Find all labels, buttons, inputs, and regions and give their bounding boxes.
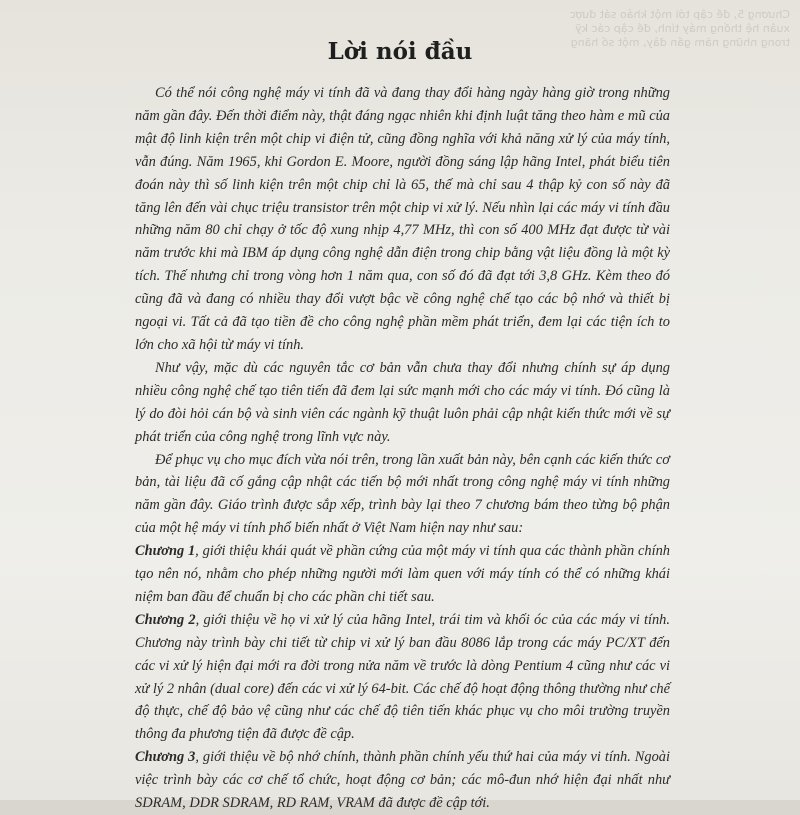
paragraph-2: Như vậy, mặc dù các nguyên tắc cơ bản vẫn chưa thay đổi nhưng chính sự áp dụng nhiều công nghệ chế tạo tiên tiến đã đem lại sức mạnh mới cho các máy vi tính. Đó cũng là lý do đòi hỏi cán bộ và sinh viên các ngành kỹ thuật luôn phải cập nhật kiến thức mới về sự phát triển của công nghệ trong lĩnh vực này. [135, 359, 670, 445]
chapter-2-paragraph [135, 609, 670, 746]
page-title: Lời nói đầu [327, 38, 473, 65]
page-body [135, 82, 670, 815]
chapter-3-paragraph [135, 746, 670, 815]
chapter-1-label: Chương 1 [135, 543, 196, 560]
chapter-3-label: Chương 3 [135, 749, 196, 766]
chapter-1-paragraph [135, 540, 670, 609]
bleed-through-text: Chương 5, đề cập tới một khảo sát được xuân hệ thống máy tính, đề cập các kỹ trong những năm gần đây, một số hãng [569, 8, 790, 49]
paragraph-1: Có thể nói công nghệ máy vi tính đã và đang thay đổi hàng ngày hàng giờ trong những năm gần đây. Đến thời điểm này, thật đáng ngạc nhiên khi định luật tăng theo hàm e mũ của mật độ linh kiện trên một chip vi điện tử, cũng đồng nghĩa với khả năng xử lý của máy tính, vẫn đúng. Năm 1965, khi Gordon E. Moore, người đồng sáng lập hãng Intel, phát biểu tiên đoán này thì số linh kiện trên một chip chỉ là 65, thế mà chỉ sau 4 thập kỷ con số này đã tăng lên đến vài chục triệu transistor trên một chip vi xử lý. Nếu nhìn lại các máy vi tính đầu những năm 80 chỉ chạy ở tốc độ xung nhịp 4,77 MHz, thì con số 400 MHz đạt được từ vài năm trước khi mà IBM áp dụng công nghệ dẫn điện trong chip bằng vật liệu đồng là một kỳ tích. Thế nhưng chỉ trong vòng hơn 1 năm qua, con số đó đã đạt tới 3,8 GHz. Kèm theo đó cũng đã và đang có nhiều thay đổi vượt bậc về công nghệ chế tạo các bộ nhớ và thiết bị ngoại vi. Tất cả đã tạo tiền đề cho công nghệ phần mềm phát triển, đem lại các tiện ích to lớn cho xã hội từ máy vi tính. [135, 85, 670, 353]
chapter-3-text: , giới thiệu về bộ nhớ chính, thành phần chính yếu thứ hai của máy vi tính. Ngoài việc trình bày các cơ chế tổ chức, hoạt động cơ bản; các mô-đun nhớ hiện đại nhất như SDRAM, DDR SDRAM, RD RAM, VRAM đã được đề cập tới. [135, 749, 670, 812]
chapter-2-text: , giới thiệu về họ vi xử lý của hãng Intel, trái tim và khối óc của các máy vi tính. Chương này trình bày chi tiết từ chip vi xử lý ban đầu 8086 lắp trong các máy PC/XT đến các vi xử lý hiện đại mới ra đời trong nửa năm về trước là dòng Pentium 4 cũng như các vi xử lý 2 nhân (dual core) đến các vi xử lý 64-bit. Các chế độ hoạt động thông thường như chế độ thực, chế độ bảo vệ cũng như các chế độ tiên tiến khác phục vụ cho môi trường truyền thông đa phương tiện đã được đề cập. [135, 611, 670, 743]
chapter-2-label: Chương 2 [135, 611, 196, 628]
chapter-1-text: , giới thiệu khái quát về phần cứng của một máy vi tính qua các thành phần chính tạo nên nó, nhằm cho phép những người mới làm quen với máy tính có thể có những khái niệm ban đầu để chuẩn bị cho các phần chi tiết sau. [135, 543, 670, 605]
paragraph-3: Để phục vụ cho mục đích vừa nói trên, trong lần xuất bản này, bên cạnh các kiến thức cơ bản, tài liệu đã cố gắng cập nhật các tiến bộ mới nhất trong công nghệ máy vi tính những năm gần đây. Giáo trình được sắp xếp, trình bày lại theo 7 chương bám theo từng bộ phận của một hệ máy vi tính phổ biến nhất ở Việt Nam hiện nay như sau: [135, 451, 670, 537]
